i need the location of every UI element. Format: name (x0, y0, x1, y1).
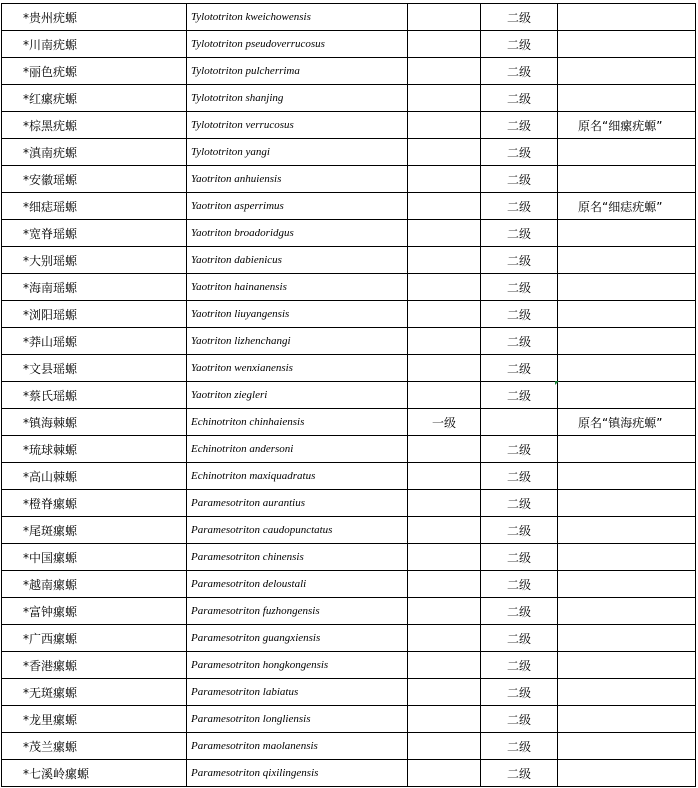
table-row (2, 220, 696, 247)
level-two-cell: 二级 (481, 166, 558, 193)
scientific-name-cell: Tylototriton verrucosus (187, 112, 408, 139)
level-two-cell: 二级 (481, 517, 558, 544)
chinese-name-cell: *尾斑瘰螈 (2, 517, 187, 544)
chinese-name-cell: *琉球棘螈 (2, 436, 187, 463)
scientific-name-cell: Echinotriton chinhaiensis (187, 409, 408, 436)
scientific-name-cell: Yaotriton dabienicus (187, 247, 408, 274)
level-two-cell: 二级 (481, 328, 558, 355)
chinese-name-cell: *越南瘰螈 (2, 571, 187, 598)
note-cell (558, 490, 696, 517)
scientific-name-cell: Yaotriton anhuiensis (187, 166, 408, 193)
scientific-name-cell: Paramesotriton maolanensis (187, 733, 408, 760)
chinese-name-cell: *龙里瘰螈 (2, 706, 187, 733)
scientific-name-cell: Paramesotriton labiatus (187, 679, 408, 706)
scientific-name-cell: Tylototriton kweichowensis (187, 4, 408, 31)
note-cell (558, 733, 696, 760)
note-cell (558, 328, 696, 355)
scientific-name-cell: Paramesotriton caudopunctatus (187, 517, 408, 544)
level-two-cell: 二级 (481, 463, 558, 490)
table-row (2, 301, 696, 328)
table-row (2, 733, 696, 760)
note-cell (558, 463, 696, 490)
scientific-name-cell: Tylototriton shanjing (187, 85, 408, 112)
chinese-name-cell: *棕黑疣螈 (2, 112, 187, 139)
level-two-cell: 二级 (481, 139, 558, 166)
level-one-cell (408, 355, 481, 382)
level-one-cell (408, 4, 481, 31)
level-two-cell: 二级 (481, 58, 558, 85)
table-row (2, 490, 696, 517)
scientific-name-cell: Paramesotriton longliensis (187, 706, 408, 733)
scientific-name-cell: Tylototriton pulcherrima (187, 58, 408, 85)
table-row (2, 544, 696, 571)
level-one-cell (408, 85, 481, 112)
table-body (2, 4, 696, 787)
table-row (2, 571, 696, 598)
scientific-name-cell: Yaotriton hainanensis (187, 274, 408, 301)
table-row (2, 193, 696, 220)
scientific-name-cell: Yaotriton wenxianensis (187, 355, 408, 382)
table-row (2, 625, 696, 652)
level-two-cell: 二级 (481, 220, 558, 247)
level-two-cell: 二级 (481, 679, 558, 706)
scientific-name-cell: Echinotriton andersoni (187, 436, 408, 463)
chinese-name-cell: *安徽瑶螈 (2, 166, 187, 193)
level-one-cell (408, 31, 481, 58)
species-protection-table (1, 3, 696, 787)
level-one-cell (408, 571, 481, 598)
level-one-cell (408, 301, 481, 328)
chinese-name-cell: *中国瘰螈 (2, 544, 187, 571)
level-two-cell: 二级 (481, 247, 558, 274)
scientific-name-cell: Paramesotriton qixilingensis (187, 760, 408, 787)
scientific-name-cell: Paramesotriton hongkongensis (187, 652, 408, 679)
note-cell (558, 166, 696, 193)
level-one-cell (408, 328, 481, 355)
level-two-cell: 二级 (481, 112, 558, 139)
note-cell (558, 382, 696, 409)
table-row (2, 85, 696, 112)
chinese-name-cell: *海南瑶螈 (2, 274, 187, 301)
level-one-cell (408, 679, 481, 706)
level-two-cell: 二级 (481, 733, 558, 760)
table-row (2, 706, 696, 733)
note-cell (558, 4, 696, 31)
scientific-name-cell: Paramesotriton aurantius (187, 490, 408, 517)
level-two-cell: 二级 (481, 301, 558, 328)
table-row (2, 4, 696, 31)
note-cell (558, 706, 696, 733)
level-one-cell (408, 733, 481, 760)
note-cell (558, 760, 696, 787)
table-row (2, 382, 696, 409)
chinese-name-cell: *滇南疣螈 (2, 139, 187, 166)
chinese-name-cell: *川南疣螈 (2, 31, 187, 58)
table-row (2, 31, 696, 58)
level-two-cell: 二级 (481, 760, 558, 787)
table-row (2, 274, 696, 301)
level-two-cell: 二级 (481, 31, 558, 58)
note-cell (558, 571, 696, 598)
table-row (2, 598, 696, 625)
cell-comment-marker (555, 381, 559, 385)
chinese-name-cell: *细痣瑶螈 (2, 193, 187, 220)
level-two-cell: 二级 (481, 4, 558, 31)
chinese-name-cell: *富钟瘰螈 (2, 598, 187, 625)
table-row (2, 139, 696, 166)
scientific-name-cell: Echinotriton maxiquadratus (187, 463, 408, 490)
scientific-name-cell: Yaotriton ziegleri (187, 382, 408, 409)
level-two-cell: 二级 (481, 382, 558, 409)
level-one-cell (408, 58, 481, 85)
table-row (2, 409, 696, 436)
level-one-cell (408, 760, 481, 787)
note-cell (558, 274, 696, 301)
table-row (2, 760, 696, 787)
level-one-cell (408, 544, 481, 571)
chinese-name-cell: *茂兰瘰螈 (2, 733, 187, 760)
level-one-cell (408, 193, 481, 220)
scientific-name-cell: Yaotriton asperrimus (187, 193, 408, 220)
level-one-cell (408, 463, 481, 490)
level-one-cell (408, 166, 481, 193)
level-one-cell: 一级 (408, 409, 481, 436)
note-cell: 原名“镇海疣螈” (558, 409, 696, 436)
scientific-name-cell: Tylototriton yangi (187, 139, 408, 166)
table-row (2, 166, 696, 193)
table-row (2, 247, 696, 274)
level-one-cell (408, 220, 481, 247)
level-two-cell (481, 409, 558, 436)
level-two-cell: 二级 (481, 193, 558, 220)
level-one-cell (408, 139, 481, 166)
chinese-name-cell: *浏阳瑶螈 (2, 301, 187, 328)
note-cell (558, 220, 696, 247)
level-two-cell: 二级 (481, 625, 558, 652)
chinese-name-cell: *贵州疣螈 (2, 4, 187, 31)
level-one-cell (408, 490, 481, 517)
note-cell (558, 436, 696, 463)
note-cell: 原名“细痣疣螈” (558, 193, 696, 220)
note-cell (558, 544, 696, 571)
level-two-cell: 二级 (481, 544, 558, 571)
table-row (2, 652, 696, 679)
chinese-name-cell: *七溪岭瘰螈 (2, 760, 187, 787)
chinese-name-cell: *莽山瑶螈 (2, 328, 187, 355)
note-cell (558, 301, 696, 328)
level-one-cell (408, 706, 481, 733)
chinese-name-cell: *香港瘰螈 (2, 652, 187, 679)
note-cell (558, 247, 696, 274)
level-two-cell: 二级 (481, 598, 558, 625)
table-row (2, 58, 696, 85)
level-one-cell (408, 112, 481, 139)
level-one-cell (408, 436, 481, 463)
level-one-cell (408, 517, 481, 544)
table-row (2, 112, 696, 139)
table-row (2, 463, 696, 490)
chinese-name-cell: *蔡氏瑶螈 (2, 382, 187, 409)
scientific-name-cell: Yaotriton liuyangensis (187, 301, 408, 328)
chinese-name-cell: *高山棘螈 (2, 463, 187, 490)
chinese-name-cell: *文县瑶螈 (2, 355, 187, 382)
level-one-cell (408, 598, 481, 625)
table-row (2, 436, 696, 463)
note-cell (558, 85, 696, 112)
scientific-name-cell: Paramesotriton chinensis (187, 544, 408, 571)
scientific-name-cell: Paramesotriton deloustali (187, 571, 408, 598)
chinese-name-cell: *宽脊瑶螈 (2, 220, 187, 247)
scientific-name-cell: Yaotriton broadoridgus (187, 220, 408, 247)
scientific-name-cell: Tylototriton pseudoverrucosus (187, 31, 408, 58)
level-one-cell (408, 382, 481, 409)
level-two-cell: 二级 (481, 490, 558, 517)
scientific-name-cell: Yaotriton lizhenchangi (187, 328, 408, 355)
level-two-cell: 二级 (481, 85, 558, 112)
note-cell (558, 679, 696, 706)
level-two-cell: 二级 (481, 274, 558, 301)
note-cell (558, 355, 696, 382)
chinese-name-cell: *大别瑶螈 (2, 247, 187, 274)
note-cell (558, 139, 696, 166)
level-two-cell: 二级 (481, 571, 558, 598)
scientific-name-cell: Paramesotriton fuzhongensis (187, 598, 408, 625)
level-one-cell (408, 625, 481, 652)
note-cell (558, 517, 696, 544)
table-row (2, 517, 696, 544)
scientific-name-cell: Paramesotriton guangxiensis (187, 625, 408, 652)
chinese-name-cell: *橙脊瘰螈 (2, 490, 187, 517)
note-cell (558, 625, 696, 652)
note-cell (558, 598, 696, 625)
level-one-cell (408, 247, 481, 274)
note-cell: 原名“细瘰疣螈” (558, 112, 696, 139)
chinese-name-cell: *丽色疣螈 (2, 58, 187, 85)
chinese-name-cell: *广西瘰螈 (2, 625, 187, 652)
chinese-name-cell: *红瘰疣螈 (2, 85, 187, 112)
level-two-cell: 二级 (481, 706, 558, 733)
chinese-name-cell: *镇海棘螈 (2, 409, 187, 436)
chinese-name-cell: *无斑瘰螈 (2, 679, 187, 706)
level-one-cell (408, 652, 481, 679)
table-row (2, 355, 696, 382)
table-row (2, 328, 696, 355)
note-cell (558, 31, 696, 58)
level-two-cell: 二级 (481, 355, 558, 382)
level-two-cell: 二级 (481, 436, 558, 463)
level-one-cell (408, 274, 481, 301)
level-two-cell: 二级 (481, 652, 558, 679)
note-cell (558, 652, 696, 679)
table-row (2, 679, 696, 706)
note-cell (558, 58, 696, 85)
